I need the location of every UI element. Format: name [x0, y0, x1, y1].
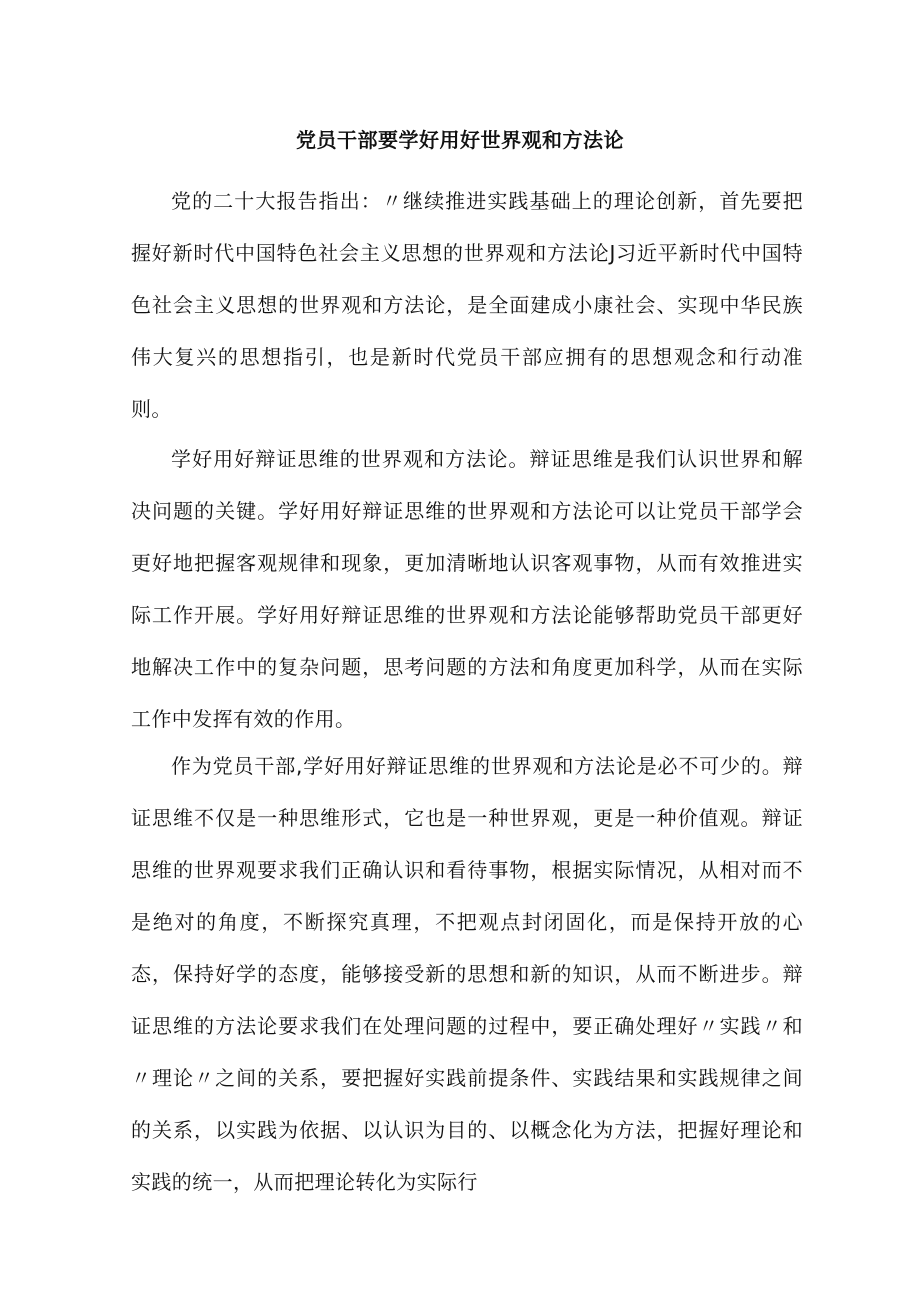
- paragraph-1: 党的二十大报告指出：〃继续推进实践基础上的理论创新，首先要把握好新时代中国特色社会主义思想的世界观和方法论J习近平新时代中国特色社会主义思想的世界观和方法论，是全面建成小康社会、实现中华民族伟大复兴的思想指引，也是新时代党员干部应拥有的思想观念和行动准则。: [131, 189, 803, 421]
- paragraph-3: 作为党员干部,学好用好辩证思维的世界观和方法论是必不可少的。辩证思维不仅是一种思维形式，它也是一种世界观，更是一种价值观。辩证思维的世界观要求我们正确认识和看待事物，根据实际情况，从相对而不是绝对的角度，不断探究真理，不把观点封闭固化，而是保持开放的心态，保持好学的态度，能够接受新的思想和新的知识，从而不断进步。辩证思维的方法论要求我们在处理问题的过程中，要正确处理好〃实践〃和〃理论〃之间的关系，要把握好实践前提条件、实践结果和实践规律之间的关系，以实践为依据、以认识为目的、以概念化为方法，把握好理论和实践的统一，从而把理论转化为实际行: [131, 754, 803, 1194]
- document-title: 党员干部要学好用好世界观和方法论: [296, 128, 624, 152]
- paragraph-2: 学好用好辩证思维的世界观和方法论。辩证思维是我们认识世界和解决问题的关键。学好用好辩证思维的世界观和方法论可以让党员干部学会更好地把握客观规律和现象，更加清晰地认识客观事物，从而有效推进实际工作开展。学好用好辩证思维的世界观和方法论能够帮助党员干部更好地解决工作中的复杂问题，思考问题的方法和角度更加科学，从而在实际工作中发挥有效的作用。: [131, 447, 803, 731]
